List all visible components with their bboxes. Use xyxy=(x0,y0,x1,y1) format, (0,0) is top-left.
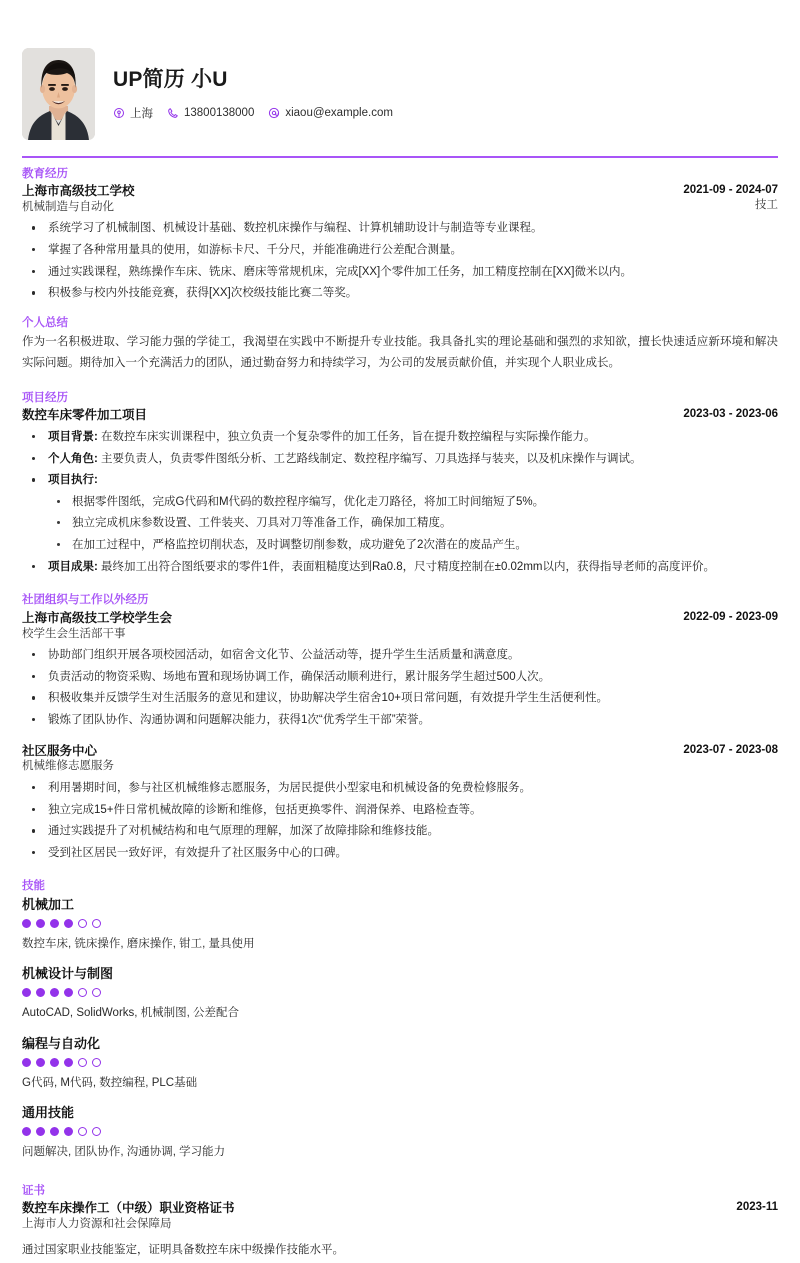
location-pin-icon xyxy=(113,107,125,119)
section-title-education: 教育经历 xyxy=(22,167,68,180)
bullet-label: 项目成果: xyxy=(48,560,98,573)
skill-dot-filled xyxy=(64,988,73,997)
skill-dot-empty xyxy=(78,1058,87,1067)
bullet-text: 主要负责人，负责零件图纸分析、工艺路线制定、数控程序编写、刀具选择与装夹，以及机床操作与调试。 xyxy=(101,452,642,465)
section-title-skills: 技能 xyxy=(22,880,45,893)
list-item: 在加工过程中，严格监控切削状态，及时调整切削参数，成功避免了2次潜在的废品产生。 xyxy=(48,536,778,555)
skill-dot-filled xyxy=(50,1058,59,1067)
list-item xyxy=(22,558,778,577)
list-item: 独立完成机床参数设置、工件装夹、刀具对刀等准备工作，确保加工精度。 xyxy=(48,514,778,533)
contact-email xyxy=(268,107,393,119)
skill-level-dots xyxy=(22,1127,778,1136)
certificate-description: 通过国家职业技能鉴定，证明具备数控车床中级操作技能水平。 xyxy=(22,1244,344,1257)
list-item xyxy=(22,450,778,469)
section-title-summary: 个人总结 xyxy=(22,316,68,329)
bullet-label: 项目执行: xyxy=(48,474,98,487)
avatar xyxy=(22,48,95,140)
social-org: 社区服务中心 xyxy=(22,743,98,758)
section-title-certificates: 证书 xyxy=(22,1184,45,1197)
skill-dot-empty xyxy=(78,919,87,928)
list-item: 积极参与校内外技能竞赛，获得[XX]次校级技能比赛二等奖。 xyxy=(22,284,778,303)
skill-dot-empty xyxy=(92,919,101,928)
skill-group-name: 编程与自动化 xyxy=(22,1035,101,1051)
list-item: 独立完成15+件日常机械故障的诊断和维修，包括更换零件、润滑保养、电路检查等。 xyxy=(22,801,778,820)
entry-left xyxy=(22,183,135,215)
skill-group xyxy=(22,1035,778,1092)
entry-right xyxy=(736,1200,778,1216)
skill-dot-filled xyxy=(64,1058,73,1067)
section-skills xyxy=(22,879,778,1161)
education-date: 2021-09 - 2024-07 xyxy=(683,183,778,196)
entry-header xyxy=(22,407,778,424)
skill-dot-empty xyxy=(92,1127,101,1136)
skill-dot-empty xyxy=(78,988,87,997)
list-item: 通过实践课程，熟练操作车床、铣床、磨床等常规机床，完成[XX]个零件加工任务，加工精度控制在[XX]微米以内。 xyxy=(22,263,778,282)
social-role: 校学生会生活部干事 xyxy=(22,627,126,640)
skill-dot-filled xyxy=(64,1127,73,1136)
list-item: 根据零件图纸，完成G代码和M代码的数控程序编写，优化走刀路径，将加工时间缩短了5%。 xyxy=(48,493,778,512)
skill-dot-empty xyxy=(92,1058,101,1067)
skill-group-name: 机械加工 xyxy=(22,896,75,912)
social-bullets xyxy=(22,646,778,730)
entry-left xyxy=(22,610,172,642)
skill-dot-filled xyxy=(50,919,59,928)
contact-email-value: xiaou@example.com xyxy=(285,107,393,120)
section-social xyxy=(22,593,778,862)
social-bullets xyxy=(22,779,778,863)
certificate-issuer: 上海市人力资源和社会保障局 xyxy=(22,1217,172,1230)
social-entry xyxy=(22,743,778,863)
list-item: 利用暑期时间，参与社区机械维修志愿服务，为居民提供小型家电和机械设备的免费检修服务。 xyxy=(22,779,778,798)
list-item: 负责活动的物资采购、场地布置和现场协调工作，确保活动顺利进行，累计服务学生超过500人次。 xyxy=(22,668,778,687)
skill-level-dots xyxy=(22,919,778,928)
social-role: 机械维修志愿服务 xyxy=(22,760,114,773)
social-org: 上海市高级技工学校学生会 xyxy=(22,610,173,625)
social-entry xyxy=(22,610,778,730)
skill-dot-filled xyxy=(22,988,31,997)
entry-header xyxy=(22,610,778,642)
skill-dot-filled xyxy=(36,1058,45,1067)
education-entry xyxy=(22,183,778,303)
list-item xyxy=(22,428,778,447)
skill-dot-empty xyxy=(78,1127,87,1136)
entry-right xyxy=(683,407,778,423)
project-date: 2023-03 - 2023-06 xyxy=(683,408,778,421)
skill-dot-filled xyxy=(36,988,45,997)
bullet-text: 最终加工出符合图纸要求的零件1件，表面粗糙度达到Ra0.8，尺寸精度控制在±0.02mm以内，获得指导老师的高度评价。 xyxy=(101,560,715,573)
bullet-text: 在数控车床实训课程中，独立负责一个复杂零件的加工任务，旨在提升数控编程与实际操作能力。 xyxy=(101,430,596,443)
section-title-social: 社团组织与工作以外经历 xyxy=(22,594,149,607)
email-at-icon xyxy=(268,107,280,119)
skill-dot-filled xyxy=(22,919,31,928)
section-summary xyxy=(22,316,778,375)
skill-group xyxy=(22,896,778,953)
project-sub-bullets xyxy=(48,493,778,555)
section-title-projects: 项目经历 xyxy=(22,391,68,404)
entry-header xyxy=(22,743,778,775)
skill-group-items: 数控车床, 铣床操作, 磨床操作, 钳工, 量具使用 xyxy=(22,938,255,951)
certificate-entry xyxy=(22,1200,778,1261)
entry-right xyxy=(683,743,778,759)
section-education xyxy=(22,167,778,303)
skill-group xyxy=(22,965,778,1022)
certificate-name: 数控车床操作工（中级）职业资格证书 xyxy=(22,1200,235,1215)
contact-location xyxy=(113,105,153,121)
skill-dot-filled xyxy=(50,988,59,997)
list-item: 锻炼了团队协作、沟通协调和问题解决能力，获得1次“优秀学生干部”荣誉。 xyxy=(22,711,778,730)
education-degree: 技工 xyxy=(755,199,778,212)
list-item: 系统学习了机械制图、机械设计基础、数控机床操作与编程、计算机辅助设计与制造等专业课程。 xyxy=(22,219,778,238)
contact-location-value: 上海 xyxy=(130,108,153,121)
social-date: 2022-09 - 2023-09 xyxy=(683,610,778,623)
skill-dot-empty xyxy=(92,988,101,997)
entry-left xyxy=(22,1200,235,1232)
skill-dot-filled xyxy=(36,1127,45,1136)
project-entry xyxy=(22,407,778,576)
education-bullets xyxy=(22,219,778,303)
skill-dot-filled xyxy=(50,1127,59,1136)
education-major: 机械制造与自动化 xyxy=(22,200,114,213)
list-item: 受到社区居民一致好评，有效提升了社区服务中心的口碑。 xyxy=(22,844,778,863)
bullet-label: 项目背景: xyxy=(48,430,98,443)
entry-header xyxy=(22,1200,778,1232)
project-bullets xyxy=(22,428,778,576)
section-certificates xyxy=(22,1184,778,1261)
page-title: UP简历 小U xyxy=(113,67,228,91)
entry-header xyxy=(22,183,778,215)
list-item: 掌握了各种常用量具的使用，如游标卡尺、千分尺，并能准确进行公差配合测量。 xyxy=(22,241,778,260)
bullet-label: 个人角色: xyxy=(48,452,98,465)
skill-group-items: AutoCAD, SolidWorks, 机械制图, 公差配合 xyxy=(22,1007,240,1020)
entry-right xyxy=(683,610,778,626)
header-text xyxy=(113,67,778,121)
list-item xyxy=(22,471,778,555)
list-item: 积极收集并反馈学生对生活服务的意见和建议，协助解决学生宿舍10+项日常问题，有效提升学生生活便利性。 xyxy=(22,689,778,708)
certificate-date: 2023-11 xyxy=(736,1200,778,1213)
skill-dot-filled xyxy=(22,1058,31,1067)
section-divider-education xyxy=(22,156,778,158)
list-item: 协助部门组织开展各项校园活动，如宿舍文化节、公益活动等，提升学生生活质量和满意度。 xyxy=(22,646,778,665)
skill-group-items: 问题解决, 团队协作, 沟通协调, 学习能力 xyxy=(22,1146,226,1159)
summary-text: 作为一名积极进取、学习能力强的学徒工，我渴望在实践中不断提升专业技能。我具备扎实的理论基础和强烈的求知欲，擅长快速适应新环境和解决实际问题。期待加入一个充满活力的团队，通过勤奋努力和持续学习，为公司的发展贡献价值，并实现个人职业成长。 xyxy=(22,336,778,370)
contact-phone xyxy=(167,107,254,119)
entry-right xyxy=(683,183,778,214)
skill-dot-filled xyxy=(36,919,45,928)
skill-group-name: 通用技能 xyxy=(22,1105,75,1121)
phone-icon xyxy=(167,107,179,119)
entry-left xyxy=(22,407,147,424)
education-school: 上海市高级技工学校 xyxy=(22,183,135,198)
skill-group-name: 机械设计与制图 xyxy=(22,966,114,982)
social-date: 2023-07 - 2023-08 xyxy=(683,743,778,756)
contact-phone-value: 13800138000 xyxy=(184,107,255,120)
skill-group xyxy=(22,1104,778,1161)
entry-left xyxy=(22,743,114,775)
list-item: 通过实践提升了对机械结构和电气原理的理解，加深了故障排除和维修技能。 xyxy=(22,822,778,841)
skill-group-items: G代码, M代码, 数控编程, PLC基础 xyxy=(22,1076,198,1089)
skill-level-dots xyxy=(22,1058,778,1067)
skill-dot-filled xyxy=(22,1127,31,1136)
skill-dot-filled xyxy=(64,919,73,928)
skill-level-dots xyxy=(22,988,778,997)
contact-list xyxy=(113,105,778,121)
section-projects xyxy=(22,391,778,577)
resume-header xyxy=(22,0,778,148)
project-name: 数控车床零件加工项目 xyxy=(22,408,148,423)
